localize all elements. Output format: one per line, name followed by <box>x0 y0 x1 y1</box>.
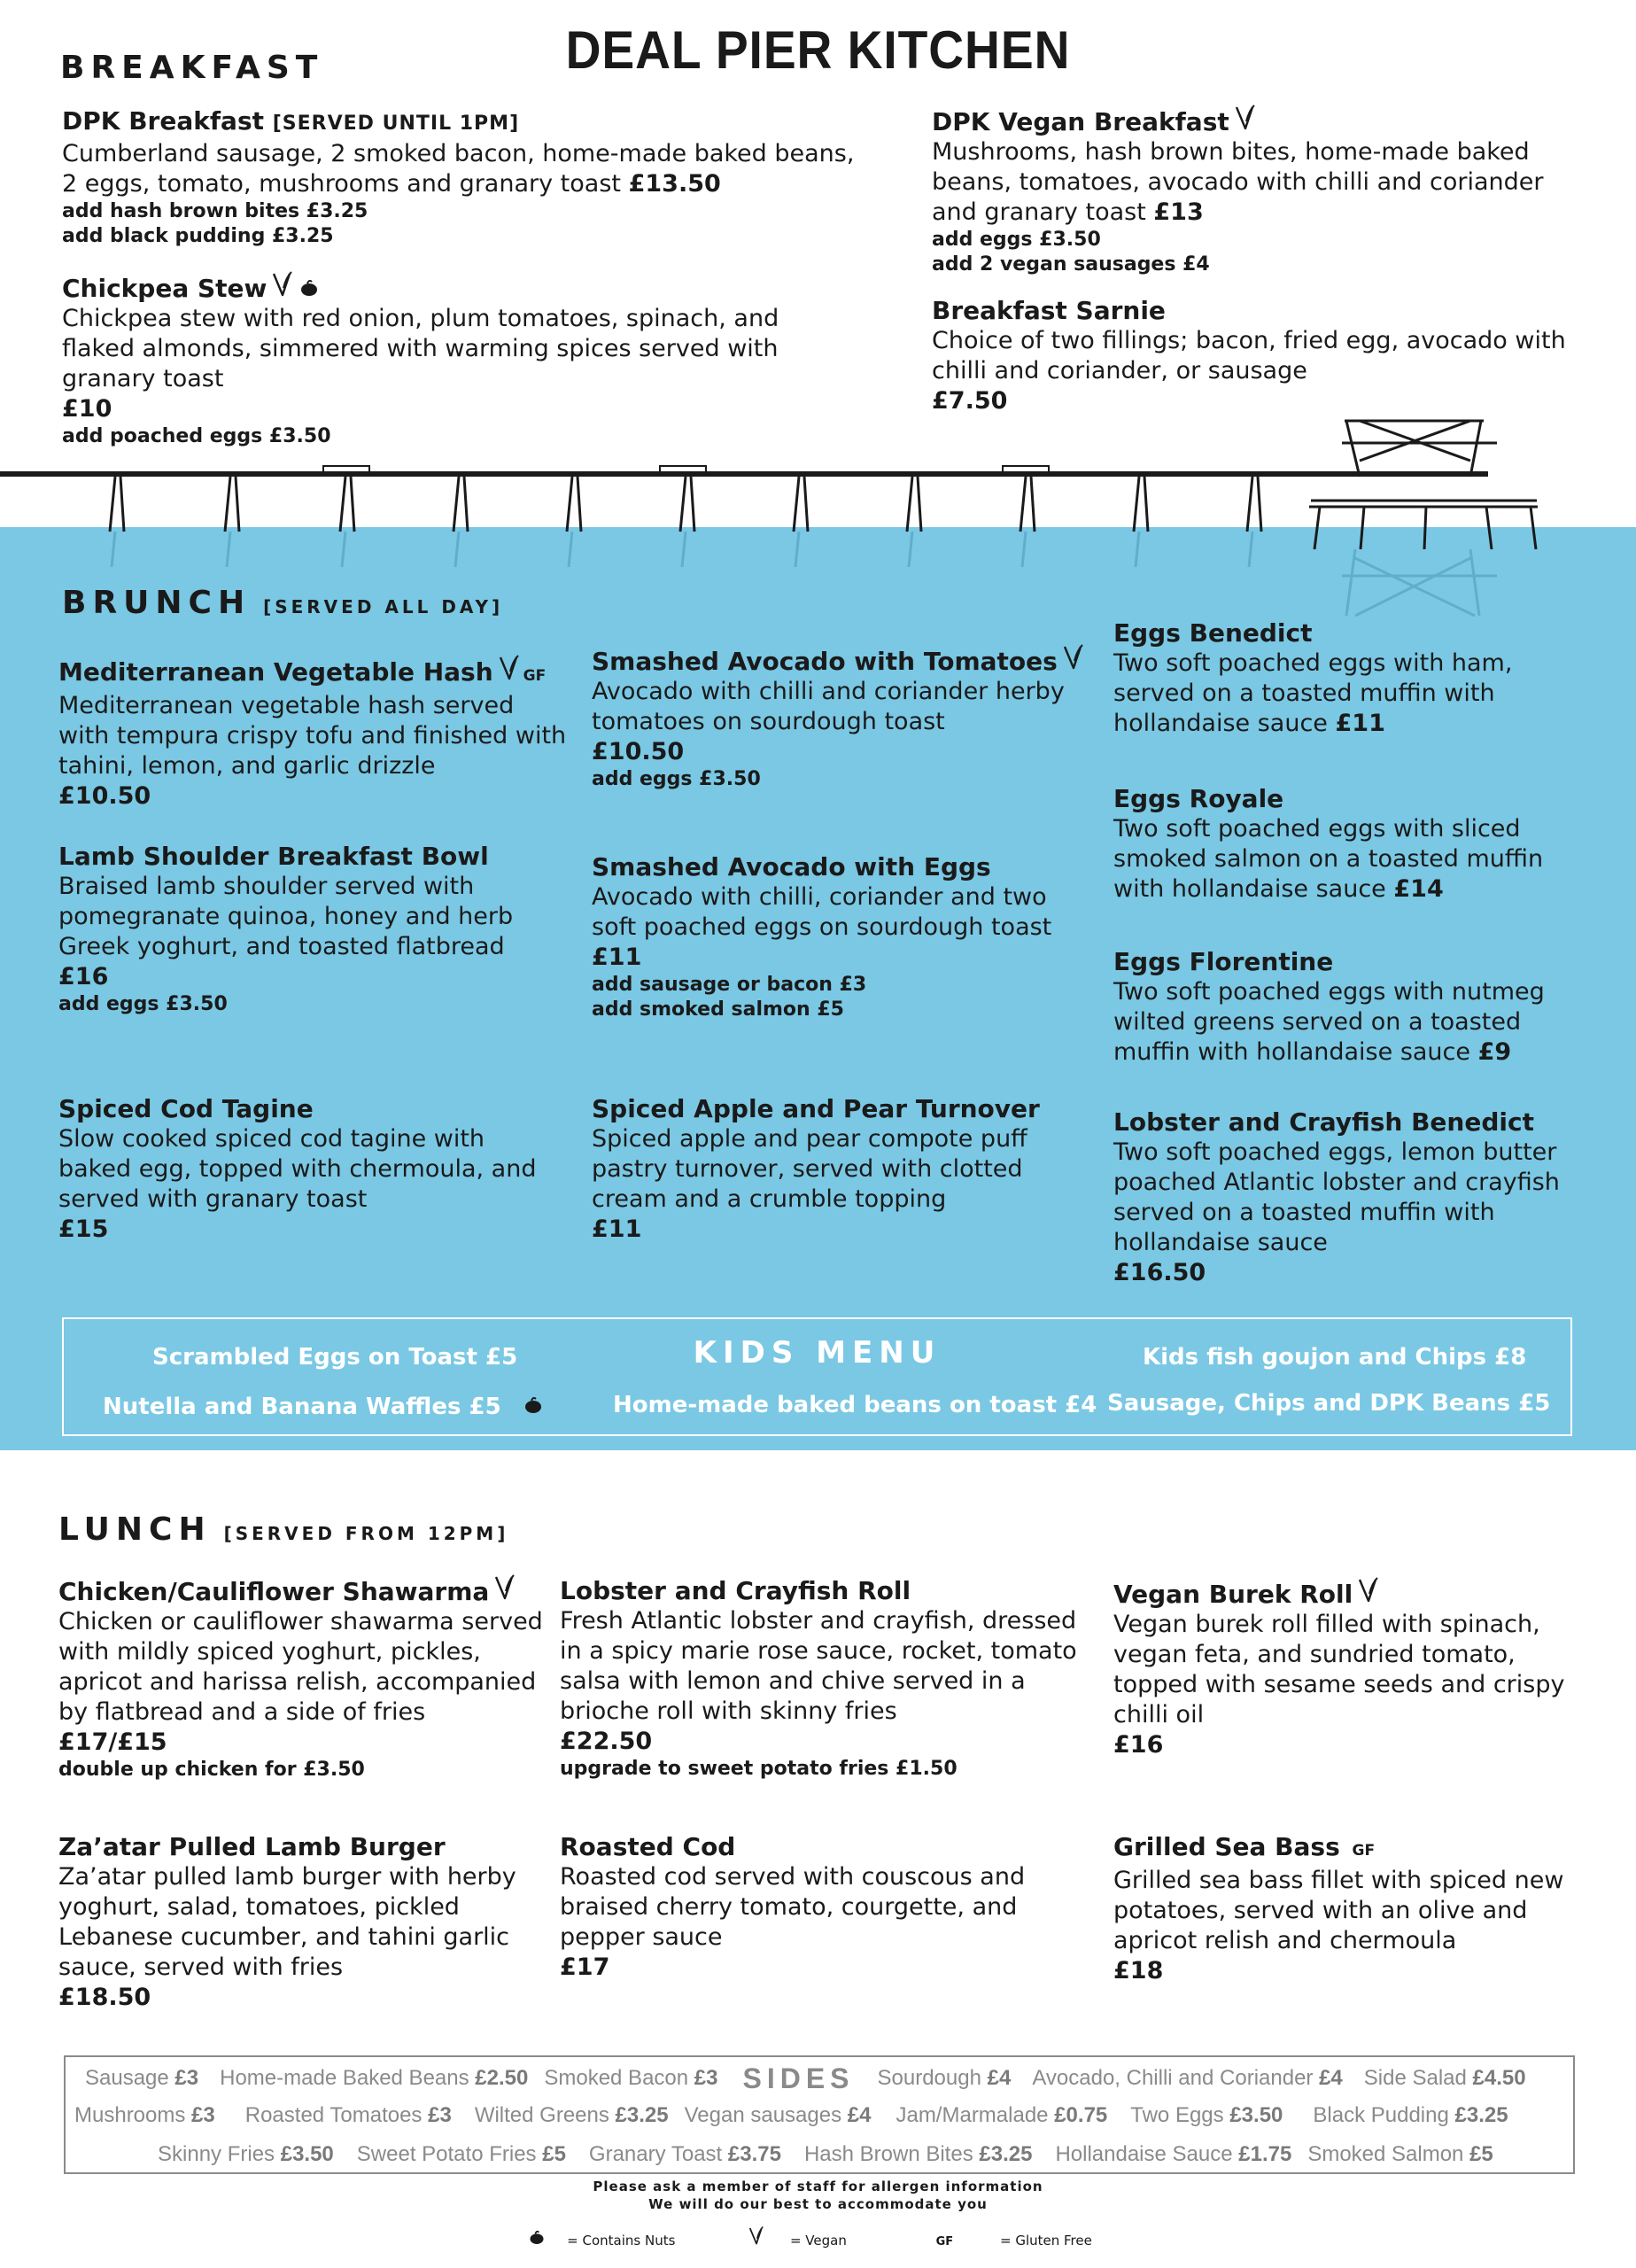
menu-item-eggs-florentine: Eggs Florentine Two soft poached eggs with nutmeg wilted greens served on a toasted muffin with hollandaise sauce £9 <box>1113 947 1545 1066</box>
side-item: Hash Brown Bites £3.25 <box>803 2142 1033 2166</box>
vegan-icon <box>499 654 520 680</box>
menu-item-breakfast-sarnie: Breakfast Sarnie Choice of two fillings; bacon, fried egg, avocado with chilli and coriander, or sausage £7.50 <box>932 296 1566 415</box>
kids-menu-box <box>62 1317 1572 1436</box>
menu-item-roasted-cod: Roasted Cod Roasted cod served with couscous and braised cherry tomato, courgette, and pepper sauce £17 <box>560 1832 1026 1981</box>
menu-item-lamb-shoulder-bowl: Lamb Shoulder Breakfast Bowl Braised lamb shoulder served with pomegranate quinoa, honey and herb Greek yoghurt, and toasted flatbread £16 add eggs £3.50 <box>58 842 514 1015</box>
side-item: Sausage £3 <box>85 2066 199 2090</box>
vegan-icon <box>1063 643 1084 670</box>
menu-item-vegan-burek-roll: Vegan Burek Roll Vegan burek roll filled with spinach, vegan feta, and sundried tomato, topped with sesame seeds and crispy chilli oil £16 <box>1113 1576 1601 1760</box>
side-item: Smoked Salmon £5 <box>1307 2142 1493 2166</box>
menu-item-eggs-royale: Eggs Royale Two soft poached eggs with sliced smoked salmon on a toasted muffin with hollandaise sauce £14 <box>1113 784 1544 903</box>
sides-row <box>66 2103 1573 2128</box>
menu-item-dpk-breakfast: DPK Breakfast [SERVED UNTIL 1PM] Cumberland sausage, 2 smoked bacon, home-made baked beans, 2 eggs, tomato, mushrooms and granary toast £13.50 add hash brown bites £3.25 add black pudding £3.25 <box>62 106 855 247</box>
side-item: Wilted Greens £3.25 <box>474 2103 669 2127</box>
menu-item-spiced-cod-tagine: Spiced Cod Tagine Slow cooked spiced cod tagine with baked egg, topped with chermoula, and served with granary toast £15 <box>58 1094 537 1243</box>
nut-icon <box>523 1396 544 1414</box>
legend-vegan: = Vegan <box>743 2233 868 2249</box>
menu-item-mediterranean-hash: Mediterranean Vegetable Hash GF Mediterranean vegetable hash served with tempura crispy tofu and finished with tahini, lemon, and garlic drizzle £10.50 <box>58 654 572 812</box>
side-item: Vegan sausages £4 <box>684 2103 872 2127</box>
side-item: Sweet Potato Fries £5 <box>356 2142 566 2166</box>
side-item: Home-made Baked Beans £2.50 <box>220 2066 529 2090</box>
sides-heading: SIDES <box>742 2062 855 2094</box>
kids-item: Sausage, Chips and DPK Beans £5 <box>1107 1390 1551 1417</box>
menu-item-lobster-roll: Lobster and Crayfish Roll Fresh Atlantic lobster and crayfish, dressed in a spicy marie rose sauce, rocket, tomato salsa with lemon and chive served in a brioche roll with skinny fries £22.50 upgrade to sweet potato fries £1.50 <box>560 1576 1077 1780</box>
kids-item: Scrambled Eggs on Toast £5 <box>152 1344 518 1371</box>
menu-item-grilled-sea-bass: Grilled Sea Bass GF Grilled sea bass fillet with spiced new potatoes, served with an olive and apricot relish and chermoula £18 <box>1113 1832 1564 1984</box>
side-item: Skinny Fries £3.50 <box>158 2142 334 2166</box>
kids-menu-heading: KIDS MENU <box>693 1335 942 1371</box>
sides-row <box>66 2142 1573 2167</box>
nut-icon <box>299 279 320 297</box>
sides-row <box>66 2062 1573 2095</box>
side-item: Two Eggs £3.50 <box>1130 2103 1283 2127</box>
menu-item-lobster-benedict: Lobster and Crayfish Benedict Two soft poached eggs, lemon butter poached Atlantic lobster and crayfish served on a toasted muffin with hollandaise sauce £16.50 <box>1113 1107 1560 1286</box>
vegan-icon <box>748 2225 764 2245</box>
side-item: Hollandaise Sauce £1.75 <box>1055 2142 1292 2166</box>
kids-item: Nutella and Banana Waffles £5 <box>103 1394 544 1420</box>
menu-item-apple-pear-turnover: Spiced Apple and Pear Turnover Spiced apple and pear compote puff pastry turnover, served with clotted cream and a crumble topping £11 <box>592 1094 1040 1243</box>
vegan-icon <box>272 270 293 297</box>
menu-item-eggs-benedict: Eggs Benedict Two soft poached eggs with ham, served on a toasted muffin with hollandaise sauce £11 <box>1113 618 1513 737</box>
kids-item: Home-made baked beans on toast £4 <box>613 1392 1097 1418</box>
side-item: Jam/Marmalade £0.75 <box>896 2103 1108 2127</box>
gluten-free-mark: GF <box>1352 1842 1376 1860</box>
allergen-notice: Please ask a member of staff for allergen information We will do our best to accommodate you <box>593 2179 1043 2212</box>
breakfast-heading: BREAKFAST <box>60 50 324 86</box>
vegan-icon <box>1235 104 1256 130</box>
nut-icon <box>528 2230 546 2245</box>
legend-nuts: = Contains Nuts <box>523 2233 696 2249</box>
side-item: Roasted Tomatoes £3 <box>244 2103 452 2127</box>
side-item: Smoked Bacon £3 <box>544 2066 718 2090</box>
menu-item-smashed-avocado-eggs: Smashed Avocado with Eggs Avocado with chilli, coriander and two soft poached eggs on sourdough toast £11 add sausage or bacon £3 add smoked salmon £5 <box>592 852 1052 1021</box>
menu-item-shawarma: Chicken/Cauliflower Shawarma Chicken or cauliflower shawarma served with mildly spiced yoghurt, pickles, apricot and harissa relish, accompanied by flatbread and a side of fries £17/£15 double up chicken for £3.50 <box>58 1573 554 1783</box>
side-item: Mushrooms £3 <box>74 2103 215 2127</box>
sides-box <box>64 2055 1575 2174</box>
gluten-free-mark: GF <box>523 667 547 685</box>
side-item: Side Salad £4.50 <box>1363 2066 1526 2090</box>
legend <box>0 2225 1636 2249</box>
menu-item-chickpea-stew: Chickpea Stew Chickpea stew with red onion, plum tomatoes, spinach, and flaked almonds, simmered with warming spices served with granary toast £10 add poached eggs £3.50 <box>62 270 788 449</box>
side-item: Black Pudding £3.25 <box>1313 2103 1508 2127</box>
menu-item-smashed-avocado-tomatoes: Smashed Avocado with Tomatoes Avocado with chilli and coriander herby tomatoes on sourdough toast £10.50 add eggs £3.50 <box>592 643 1088 792</box>
side-item: Avocado, Chilli and Coriander £4 <box>1032 2066 1343 2090</box>
menu-item-dpk-vegan-breakfast: DPK Vegan Breakfast Mushrooms, hash brown bites, home-made baked beans, tomatoes, avocado with chilli and coriander and granary toast £13 add eggs £3.50 add 2 vegan sausages £4 <box>932 104 1587 277</box>
lunch-heading: LUNCH [SERVED FROM 12PM] <box>58 1511 509 1548</box>
menu-item-lamb-burger: Za’atar Pulled Lamb Burger Za’atar pulled lamb burger with herby yoghurt, salad, tomatoes, pickled Lebanese cucumber, and tahini garlic sauce, served with fries £18.50 <box>58 1832 516 2011</box>
restaurant-title: DEAL PIER KITCHEN <box>565 20 1071 80</box>
side-item: Sourdough £4 <box>877 2066 1012 2090</box>
vegan-icon <box>494 1573 516 1600</box>
legend-gluten-free: GF = Gluten Free <box>935 2233 1092 2249</box>
vegan-icon <box>1358 1576 1379 1603</box>
kids-item: Kids fish goujon and Chips £8 <box>1143 1344 1527 1371</box>
side-item: Granary Toast £3.75 <box>588 2142 781 2166</box>
brunch-heading: BRUNCH [SERVED ALL DAY] <box>62 585 504 621</box>
